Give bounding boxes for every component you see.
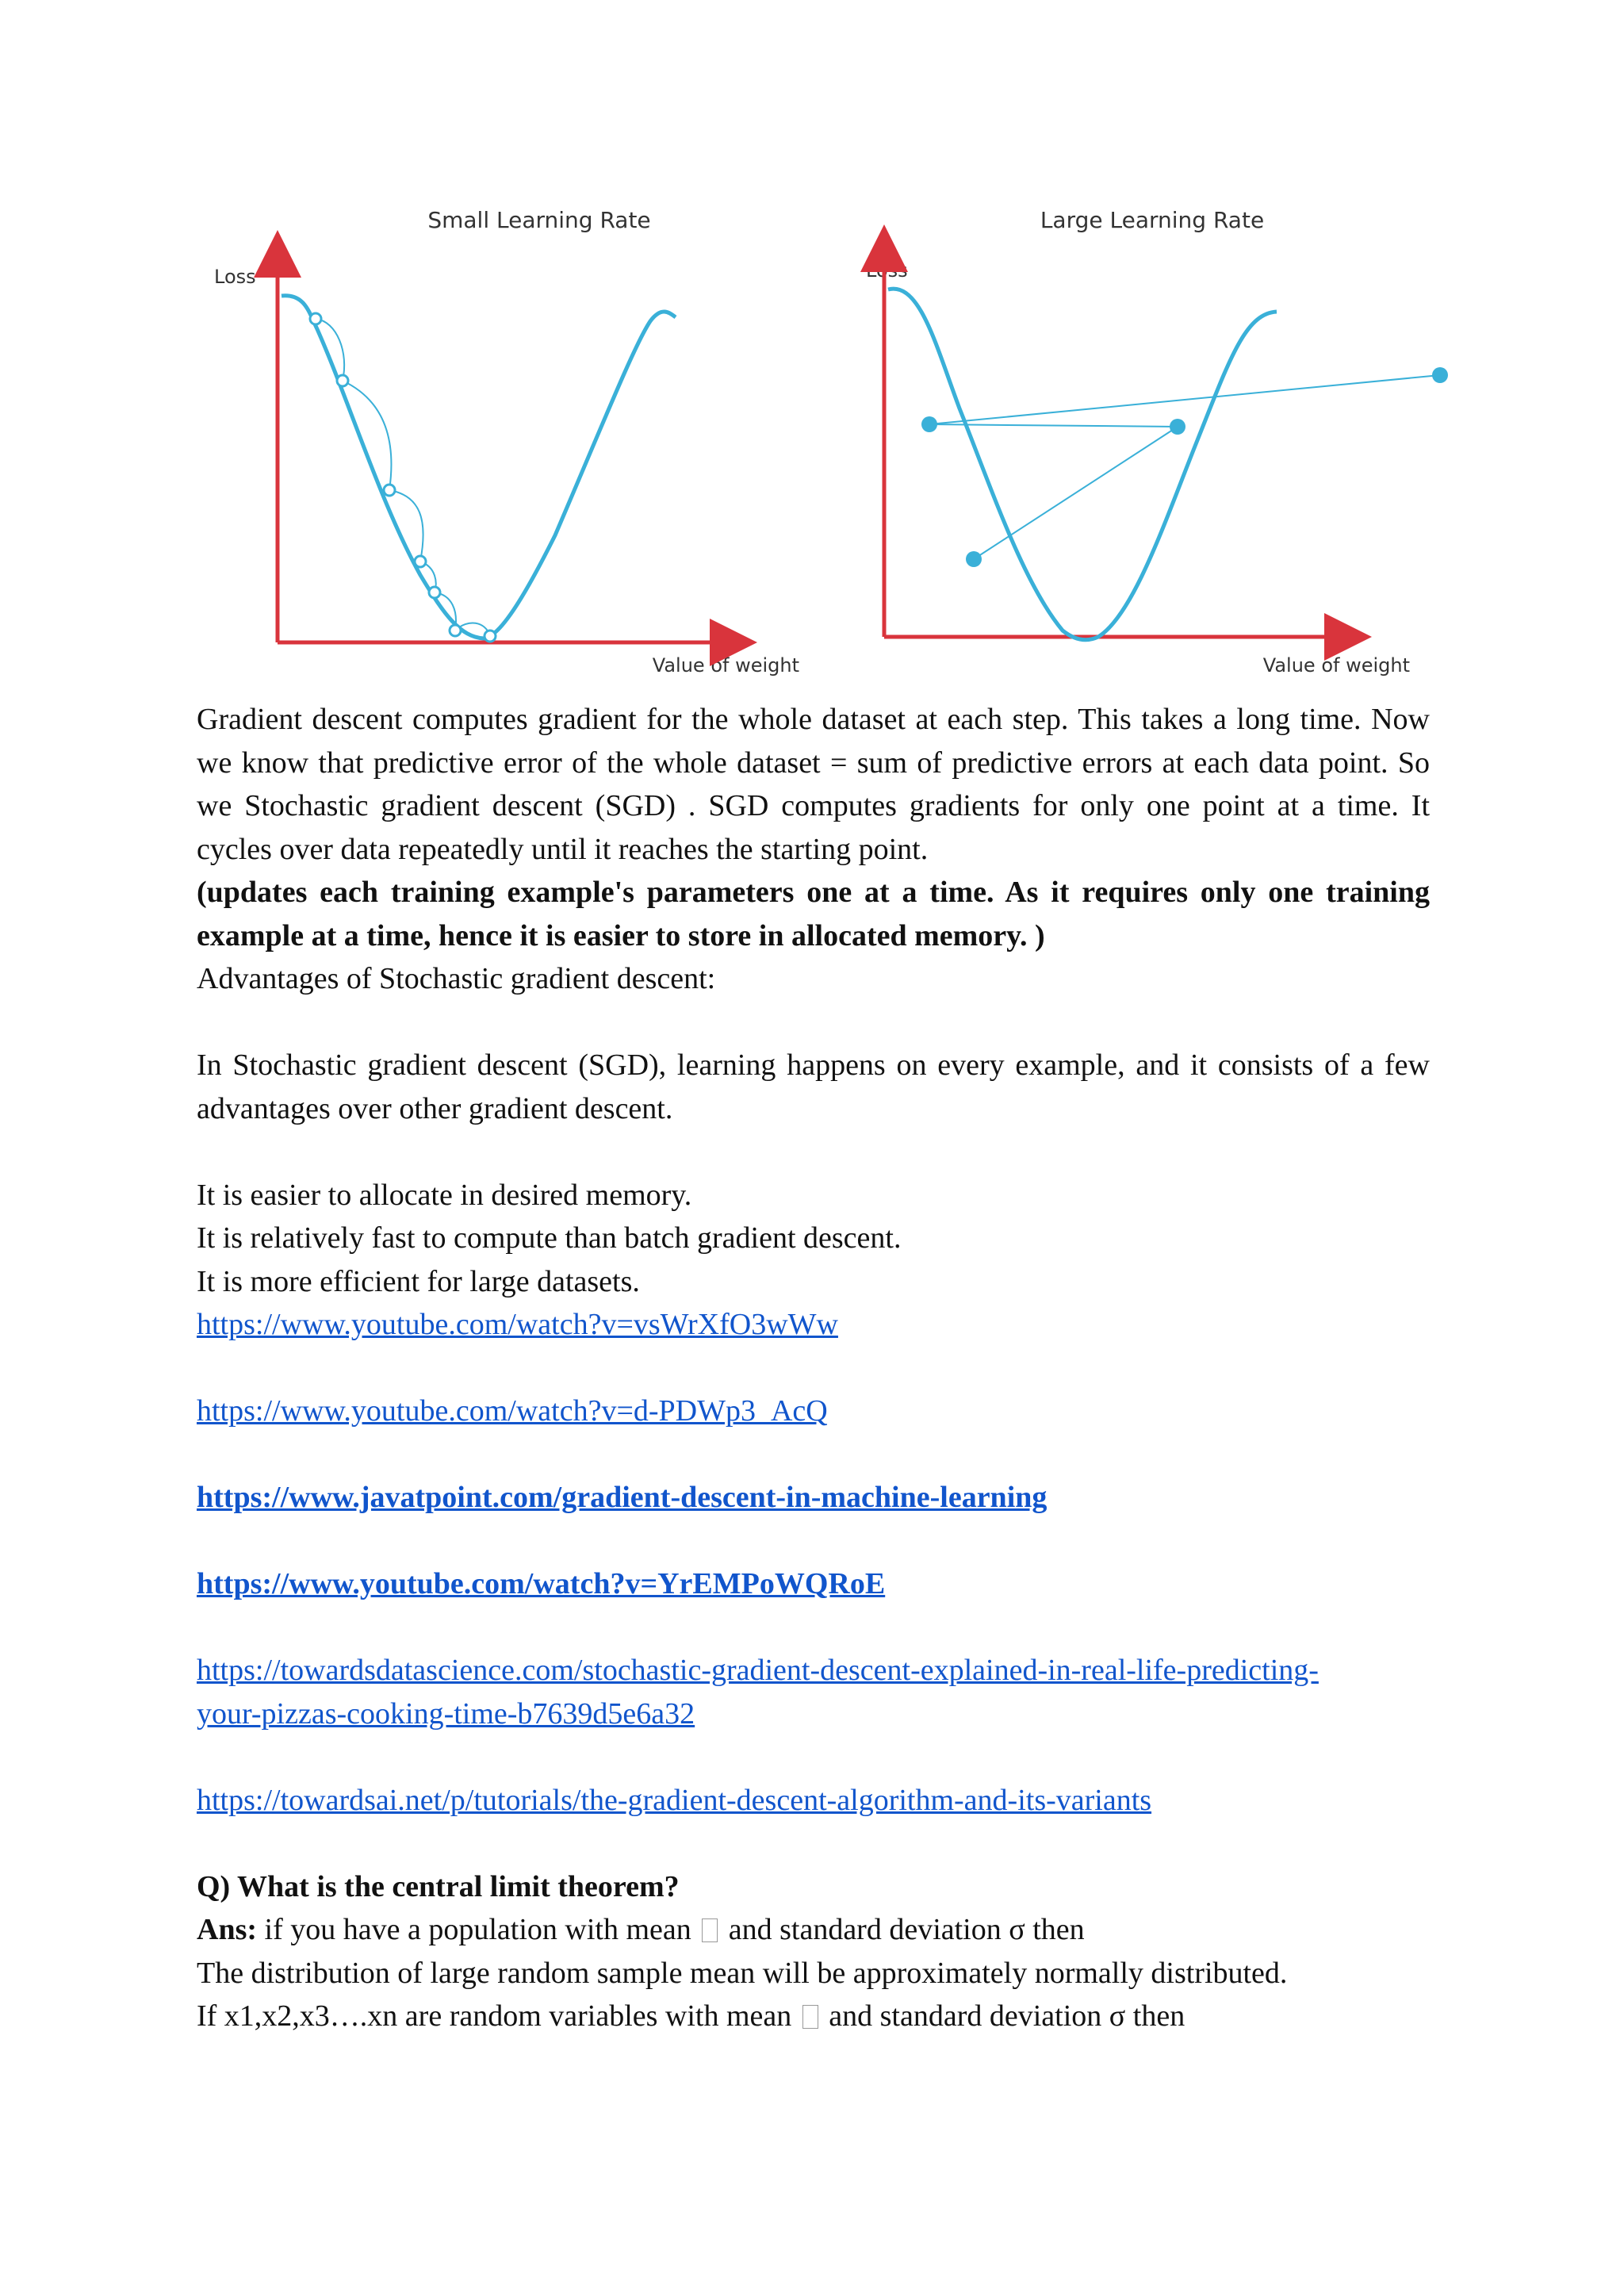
- spacer: [197, 1347, 1430, 1390]
- answer-line-3: [197, 1995, 1430, 2038]
- answer-line-1: [197, 1908, 1430, 1952]
- link-youtube-3[interactable]: https://www.youtube.com/watch?v=YrEMPoWQRoE: [197, 1567, 886, 1600]
- step-point: [415, 556, 426, 567]
- document-body: [197, 698, 1430, 2038]
- learning-rate-figures: [190, 202, 1427, 686]
- advantages-heading: Advantages of Stochastic gradient descent:: [197, 962, 716, 995]
- spacer: [197, 1130, 1430, 1174]
- link-youtube-1[interactable]: https://www.youtube.com/watch?v=vsWrXfO3wWw: [197, 1308, 838, 1341]
- answer-line-2: The distribution of large random sample mean will be approximately normally distributed.: [197, 1956, 1288, 1990]
- link-text-line-1: https://towardsdatascience.com/stochastic-gradient-descent-explained-in-real-life-predicting-: [197, 1654, 1319, 1687]
- step-points: [310, 313, 496, 642]
- paragraph-sgd-note: (updates each training example's parameters one at a time. As it requires only one training example at a time, hence it is easier to store in allocated memory. ): [197, 876, 1430, 953]
- spacer: [197, 1520, 1430, 1563]
- missing-mu-glyph-icon: [802, 2005, 818, 2029]
- chart-title: Large Learning Rate: [1040, 207, 1265, 233]
- step-point: [1432, 367, 1448, 383]
- y-axis-label: Loss: [214, 266, 256, 288]
- step-point: [337, 375, 348, 386]
- step-point: [384, 485, 395, 496]
- answer-text-d: and standard deviation σ then: [821, 1999, 1185, 2033]
- loss-curve: [888, 289, 1277, 640]
- link-towardsai[interactable]: https://towardsai.net/p/tutorials/the-gradient-descent-algorithm-and-its-variants: [197, 1783, 1152, 1817]
- question-heading: Q) What is the central limit theorem?: [197, 1869, 680, 1903]
- step-point: [485, 631, 496, 642]
- spacer: [197, 1735, 1430, 1779]
- link-youtube-2[interactable]: https://www.youtube.com/watch?v=d-PDWp3_AcQ: [197, 1394, 828, 1428]
- step-arcs: [316, 319, 490, 636]
- answer-text-c: If x1,x2,x3….xn are random variables with mean: [197, 1999, 799, 2033]
- small-learning-rate-svg: [190, 202, 801, 686]
- step-point: [450, 625, 461, 636]
- advantage-item: It is easier to allocate in desired memory.: [197, 1178, 692, 1212]
- link-javatpoint[interactable]: https://www.javatpoint.com/gradient-descent-in-machine-learning: [197, 1481, 1048, 1514]
- spacer: [197, 1822, 1430, 1865]
- chart-title: Small Learning Rate: [427, 207, 651, 233]
- step-point: [429, 587, 440, 598]
- link-towardsdatascience[interactable]: [197, 1654, 1319, 1731]
- spacer: [197, 1606, 1430, 1650]
- step-point: [310, 313, 321, 324]
- step-point: [966, 551, 982, 567]
- answer-text-b: and standard deviation σ then: [721, 1913, 1085, 1946]
- x-axis-label: Value of weight: [652, 654, 799, 677]
- x-axis-label: Value of weight: [1262, 654, 1410, 677]
- link-text-line-2: your-pizzas-cooking-time-b7639d5e6a32: [197, 1696, 695, 1731]
- large-learning-rate-svg: [801, 202, 1411, 686]
- missing-mu-glyph-icon: [702, 1918, 718, 1942]
- large-learning-rate-chart: [801, 202, 1411, 686]
- y-axis-label: Loss: [866, 259, 908, 282]
- spacer: [197, 1001, 1430, 1045]
- advantage-item: It is relatively fast to compute than batch gradient descent.: [197, 1221, 902, 1255]
- step-point: [921, 416, 937, 432]
- paragraph-sgd-description: In Stochastic gradient descent (SGD), learning happens on every example, and it consists of a few advantages over other gradient descent.: [197, 1048, 1430, 1125]
- advantage-item: It is more efficient for large datasets.: [197, 1264, 640, 1298]
- answer-label: Ans:: [197, 1913, 258, 1946]
- answer-text-a: if you have a population with mean: [257, 1913, 699, 1946]
- spacer: [197, 1433, 1430, 1477]
- small-learning-rate-chart: [190, 202, 801, 686]
- loss-curve: [282, 296, 676, 638]
- paragraph-gradient-descent: Gradient descent computes gradient for the whole dataset at each step. This takes a long time. Now we know that predictive error of the whole dataset = sum of predictive errors at each data point. So we Stochastic gradient descent (SGD) . SGD computes gradients for only one point at a time. It cycles over data repeatedly until it reaches the starting point.: [197, 703, 1430, 866]
- step-point: [1170, 419, 1185, 435]
